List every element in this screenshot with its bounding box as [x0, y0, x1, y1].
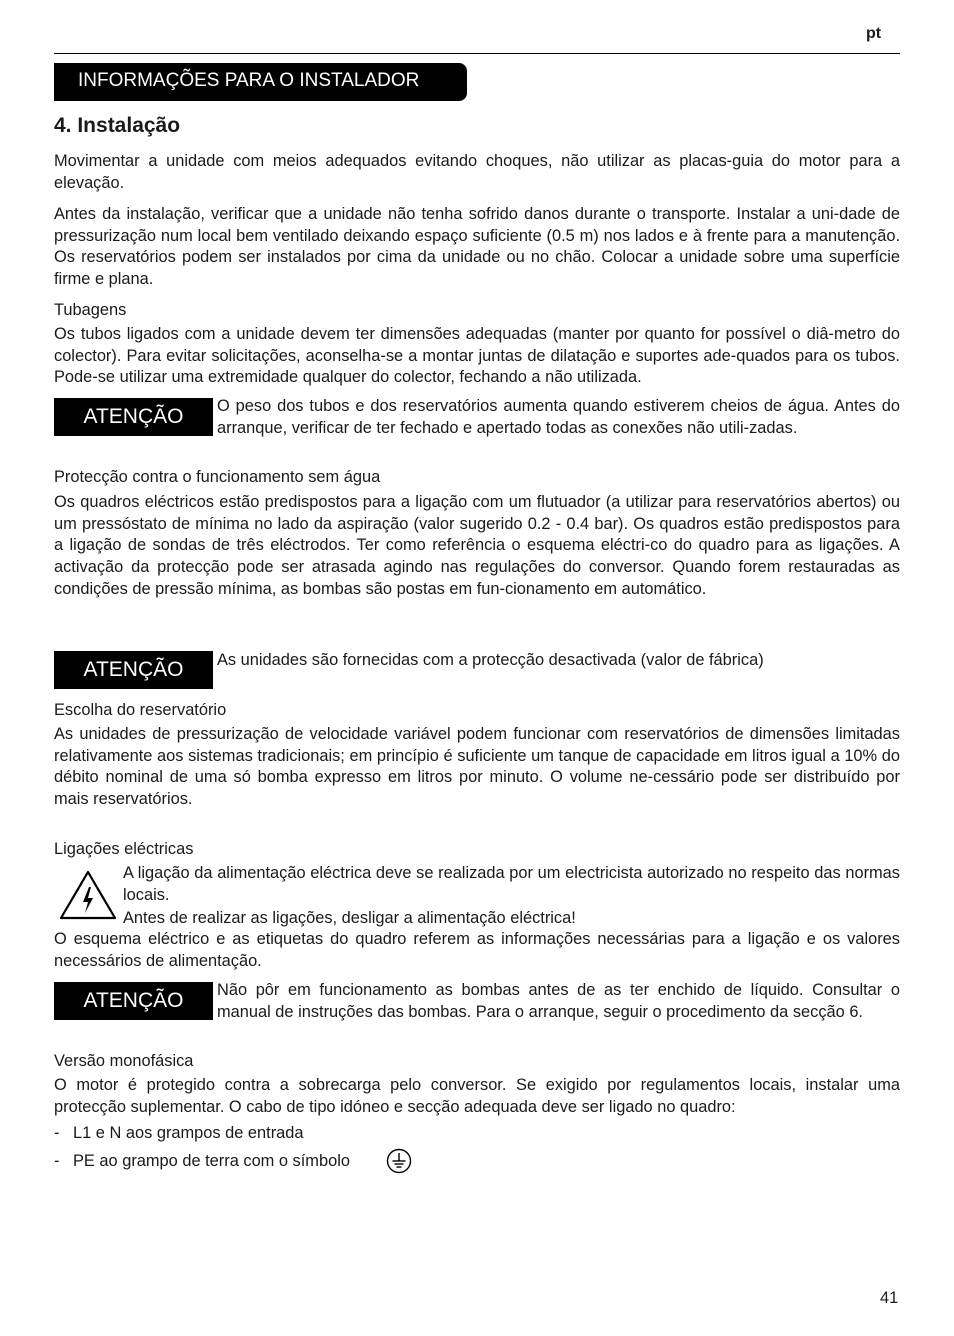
paragraph-reservatorio: As unidades de pressurização de velocidade variável podem funcionar com reservatórios de dimensões limitadas relativamente aos sistemas tradicionais; em princípio é suficiente um tanque de capacidade em litros igual a 10% do débito nominal de uma só bomba expresso em litros por minuto. O volume ne-cessário pode ser distribuído por mais reservatórios.	[54, 725, 900, 809]
attention-badge-tubagens: ATENÇÃO	[54, 398, 213, 436]
subheading-ligacoes: Ligações eléctricas	[54, 840, 194, 858]
attention-badge-proteccao: ATENÇÃO	[54, 651, 213, 689]
attention-text-tubagens: O peso dos tubos e dos reservatórios aumenta quando estiverem cheios de água. Antes do arranque, verificar de ter fechado e apertado todas as conexões não utili-zadas.	[217, 397, 900, 437]
paragraph-handling: Movimentar a unidade com meios adequados evitando choques, não utilizar as placas-guia do motor para a elevação.	[54, 152, 900, 192]
subheading-tubagens: Tubagens	[54, 301, 127, 319]
language-code: pt	[866, 25, 882, 42]
header-rule	[54, 53, 900, 54]
high-voltage-warning-icon	[58, 869, 118, 921]
attention-text-ligacoes: Não pôr em funcionamento as bombas antes de as ter enchido de líquido. Consultar o manual de instruções das bombas. Para o arranque, seguir o procedimento da secção 6.	[217, 981, 900, 1021]
attention-text-proteccao: As unidades são fornecidas com a protecção desactivada (valor de fábrica)	[217, 651, 764, 669]
section-title: 4. Instalação	[54, 114, 181, 137]
list-item: - L1 e N aos grampos de entrada	[54, 1124, 304, 1142]
subheading-monofasica: Versão monofásica	[54, 1052, 194, 1070]
paragraph-tubagens: Os tubos ligados com a unidade devem ter dimensões adequadas (manter por quanto for possível o diâ-metro do colector). Para evitar solicitações, aconselha-se a montar juntas de dilatação e suportes ade-quados para os tubos. Pode-se utilizar uma extremidade qualquer do colector, fechando a não utilizada.	[54, 325, 900, 387]
subheading-reservatorio: Escolha do reservatório	[54, 701, 227, 719]
attention-badge-ligacoes: ATENÇÃO	[54, 982, 213, 1020]
subheading-proteccao: Protecção contra o funcionamento sem água	[54, 468, 381, 486]
paragraph-monofasica: O motor é protegido contra a sobrecarga pelo conversor. Se exigido por regulamentos locais, instalar uma protecção suplementar. O cabo de tipo idóneo e secção adequada deve ser ligado no quadro:	[54, 1076, 900, 1116]
list-item-text: PE ao grampo de terra com o símbolo	[73, 1152, 350, 1170]
section-banner: INFORMAÇÕES PARA O INSTALADOR	[54, 63, 467, 101]
list-item: - PE ao grampo de terra com o símbolo	[54, 1152, 350, 1170]
paragraph-before-installation: Antes da instalação, verificar que a unidade não tenha sofrido danos durante o transporte. Instalar a uni-dade de pressurização num local bem ventilado deixando espaço suficiente (0.5 m) nos lados e à frente para a manutenção. Os reservatórios podem ser instalados por cima da unidade ou no chão. Colocar a unidade sobre uma superfície firme e plana.	[54, 205, 900, 289]
page-number: 41	[880, 1289, 899, 1307]
warning-text-electrician: A ligação da alimentação eléctrica deve se realizada por um electricista autorizado no respeito das normas locais.	[123, 864, 900, 904]
paragraph-ligacoes: O esquema eléctrico e as etiquetas do quadro referem as informações necessárias para a ligação e os valores necessários de alimentação.	[54, 930, 900, 970]
list-item-text: L1 e N aos grampos de entrada	[73, 1124, 304, 1142]
earth-ground-icon	[386, 1148, 412, 1174]
paragraph-proteccao: Os quadros eléctricos estão predispostos para a ligação com um flutuador (a utilizar para reservatórios abertos) ou um pressóstato de mínima no lado da aspiração (valor sugerido 0.2 - 0.4 bar). Os quadros estão predispostos para a ligação de sondas de três eléctrodos. Ter como referência o esquema eléctri-co do quadro para as ligações. A activação da protecção pode ser atrasada agindo nas regulações do conversor. Quando forem restauradas as condições de pressão mínima, as bombas são postas em fun-cionamento em automático.	[54, 493, 900, 598]
warning-text-disconnect: Antes de realizar as ligações, desligar a alimentação eléctrica!	[123, 909, 576, 927]
